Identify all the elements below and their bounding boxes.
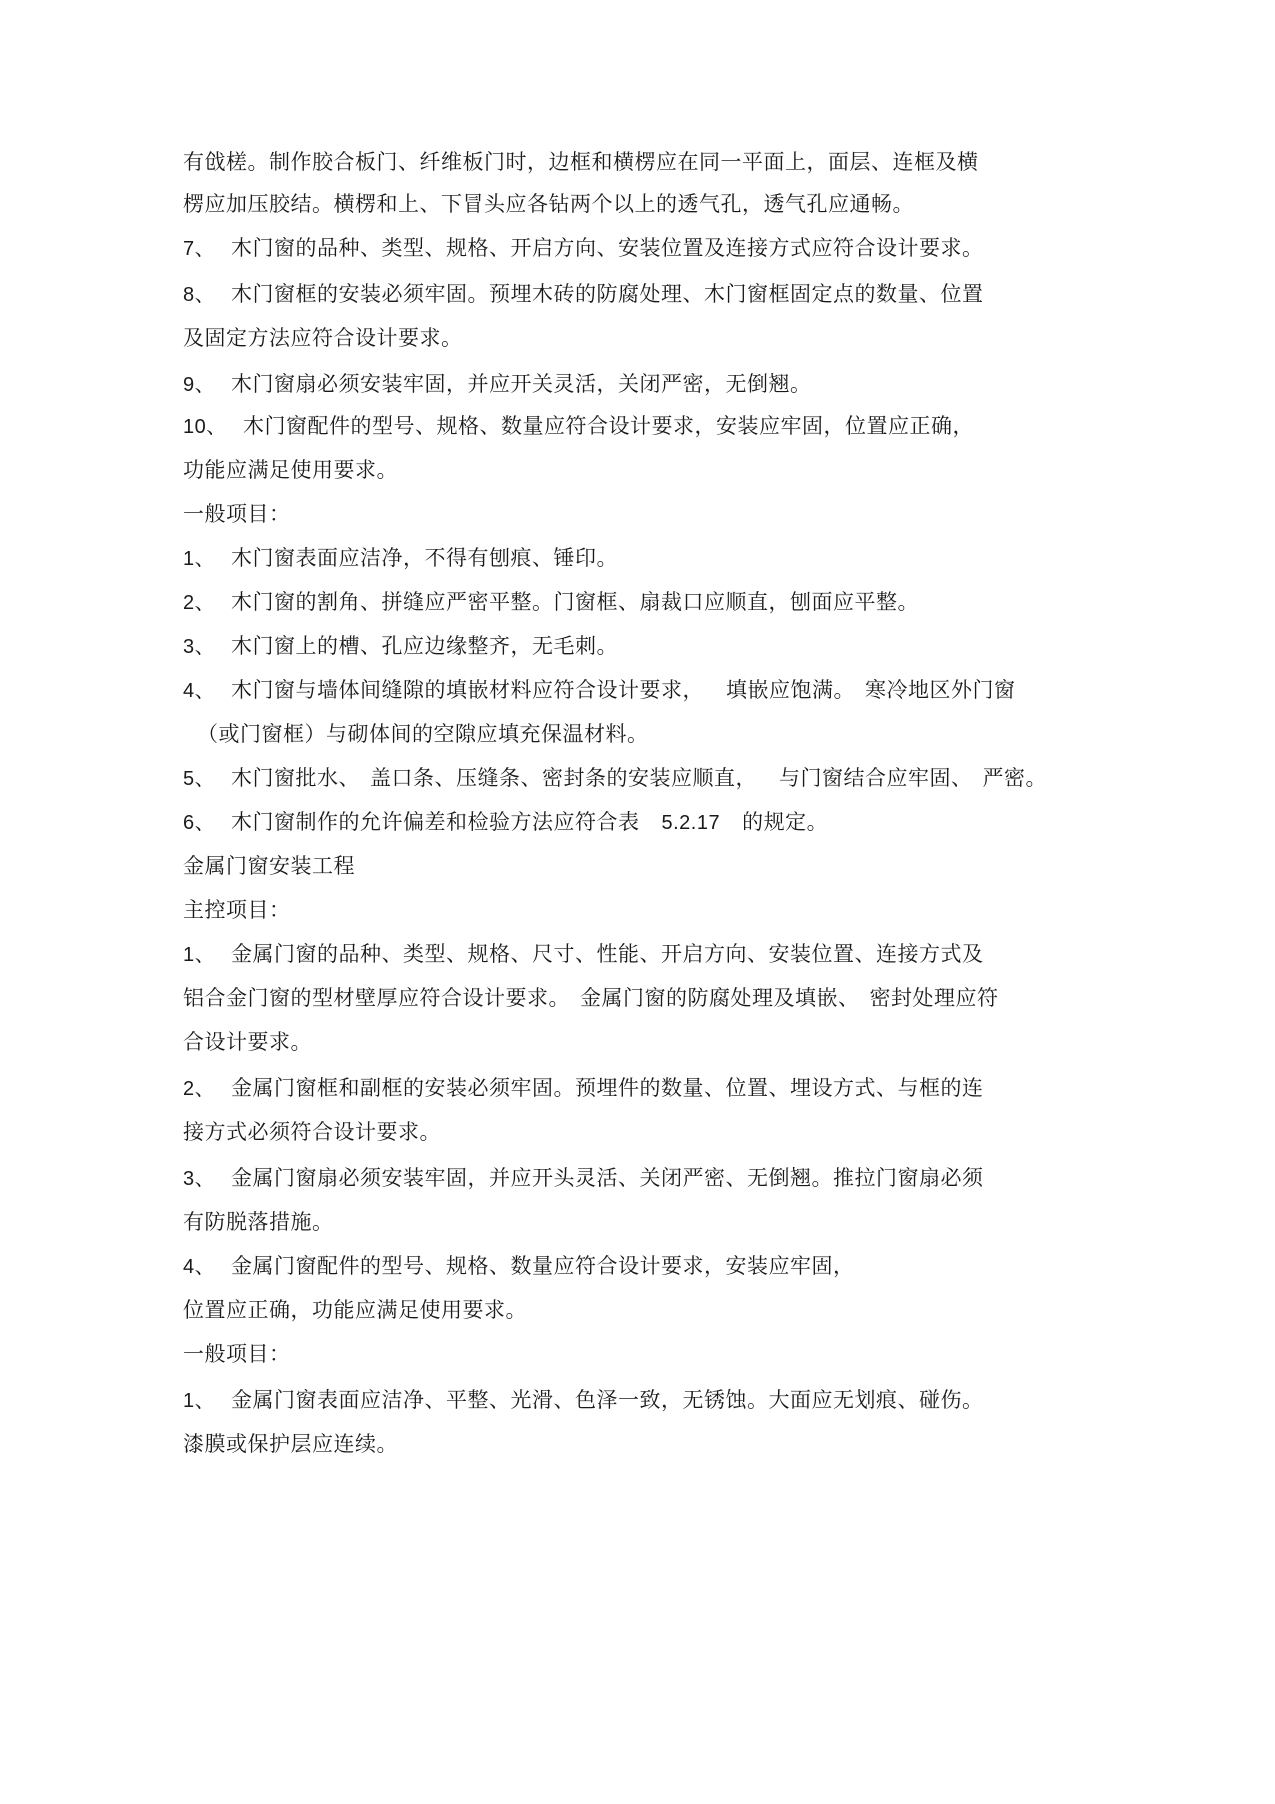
list-item (183, 412, 974, 441)
item-number: 4、 (183, 680, 216, 702)
section-heading (183, 1340, 291, 1368)
line-text: 密封处理应符 (869, 986, 999, 1010)
list-item (183, 676, 1016, 705)
item-number: 3、 (183, 636, 216, 658)
line-text: 木门窗批水、 (231, 766, 360, 790)
line-text: 金属门窗扇必须安装牢固，并应开头灵活、关闭严密、无倒翘。推拉门窗扇必须 (231, 1166, 984, 1190)
line-text: 木门窗扇必须安装牢固，并应开关灵活，关闭严密，无倒翘。 (231, 372, 812, 396)
line-text: 有防脱落措施。 (183, 1210, 334, 1234)
line-text: 与门窗结合应牢固、 (779, 766, 973, 790)
line-text: 功能应满足使用要求。 (183, 458, 398, 482)
line-text: 木门窗配件的型号、规格、数量应符合设计要求，安装应牢固，位置应正确， (243, 414, 974, 438)
item-number: 2、 (183, 1078, 216, 1100)
line-text: 位置应正确，功能应满足使用要求。 (183, 1298, 527, 1322)
line-text: 漆膜或保护层应连续。 (183, 1432, 398, 1456)
text-line (183, 1118, 441, 1146)
list-item (183, 234, 984, 263)
list-item (183, 1164, 984, 1193)
line-text: 的规定。 (742, 810, 829, 834)
line-text: 木门窗表面应洁净，不得有刨痕、锤印。 (231, 546, 618, 570)
line-text: 铝合金门窗的型材壁厚应符合设计要求。 (183, 986, 570, 1010)
text-line (183, 1296, 527, 1324)
text-line (183, 1430, 398, 1458)
item-number: 1、 (183, 944, 216, 966)
section-heading (183, 896, 291, 924)
item-number: 9、 (183, 374, 216, 396)
line-text: 金属门窗框和副框的安装必须牢固。预埋件的数量、位置、埋设方式、与框的连 (231, 1076, 984, 1100)
list-item (183, 280, 984, 309)
list-item (183, 632, 618, 661)
section-heading (183, 500, 291, 528)
text-line (183, 1028, 312, 1056)
list-item (183, 808, 828, 837)
text-line (197, 720, 649, 748)
list-item (183, 764, 1047, 793)
line-text: 木门窗的品种、类型、规格、开启方向、安装位置及连接方式应符合设计要求。 (231, 236, 984, 260)
line-text: 金属门窗的品种、类型、规格、尺寸、性能、开启方向、安装位置、连接方式及 (231, 942, 984, 966)
table-reference: 5.2.17 (661, 812, 721, 834)
line-text: 金属门窗配件的型号、规格、数量应符合设计要求，安装应牢固， (231, 1254, 855, 1278)
line-text: 合设计要求。 (183, 1030, 312, 1054)
list-item (183, 588, 919, 617)
list-item (183, 1252, 855, 1281)
line-text: 一般项目： (183, 502, 291, 526)
list-item (183, 544, 618, 573)
line-text: 金属门窗表面应洁净、平整、光滑、色泽一致，无锈蚀。大面应无划痕、碰伤。 (231, 1388, 984, 1412)
list-item (183, 1074, 984, 1103)
line-text: 接方式必须符合设计要求。 (183, 1120, 441, 1144)
line-text: 及固定方法应符合设计要求。 (183, 326, 463, 350)
item-number: 8、 (183, 284, 216, 306)
list-item (183, 940, 984, 969)
item-number: 6、 (183, 812, 216, 834)
line-text: 有戗槎。制作胶合板门、纤维板门时，边框和横楞应在同一平面上，面层、连框及横 (183, 150, 979, 174)
item-number: 1、 (183, 548, 216, 570)
item-number: 1、 (183, 1390, 216, 1412)
line-text: 木门窗制作的允许偏差和检验方法应符合表 (231, 810, 640, 834)
item-number: 10、 (183, 416, 227, 438)
line-text: （或门窗框）与砌体间的空隙应填充保温材料。 (197, 722, 649, 746)
line-text: 填嵌应饱满。 (726, 678, 855, 702)
item-number: 7、 (183, 238, 216, 260)
text-line (183, 984, 999, 1012)
line-text: 寒冷地区外门窗 (865, 678, 1016, 702)
line-text: 木门窗与墙体间缝隙的填嵌材料应符合设计要求， (231, 678, 704, 702)
item-number: 3、 (183, 1168, 216, 1190)
line-text: 一般项目： (183, 1342, 291, 1366)
text-line (183, 456, 398, 484)
line-text: 盖口条、压缝条、密封条的安装应顺直， (370, 766, 757, 790)
line-text: 木门窗上的槽、孔应边缘整齐，无毛刺。 (231, 634, 618, 658)
line-text: 严密。 (982, 766, 1047, 790)
text-line (183, 324, 463, 352)
section-heading (183, 852, 355, 880)
line-text: 金属门窗安装工程 (183, 854, 355, 878)
item-number: 5、 (183, 768, 216, 790)
list-item (183, 370, 812, 399)
line-text: 木门窗框的安装必须牢固。预埋木砖的防腐处理、木门窗框固定点的数量、位置 (231, 282, 984, 306)
line-text: 主控项目： (183, 898, 291, 922)
list-item (183, 1386, 984, 1415)
text-line (183, 190, 914, 218)
text-line (183, 148, 979, 176)
text-line (183, 1208, 334, 1236)
line-text: 木门窗的割角、拼缝应严密平整。门窗框、扇裁口应顺直，刨面应平整。 (231, 590, 919, 614)
line-text: 金属门窗的防腐处理及填嵌、 (580, 986, 860, 1010)
item-number: 4、 (183, 1256, 216, 1278)
line-text: 楞应加压胶结。横楞和上、下冒头应各钻两个以上的透气孔，透气孔应通畅。 (183, 192, 914, 216)
item-number: 2、 (183, 592, 216, 614)
